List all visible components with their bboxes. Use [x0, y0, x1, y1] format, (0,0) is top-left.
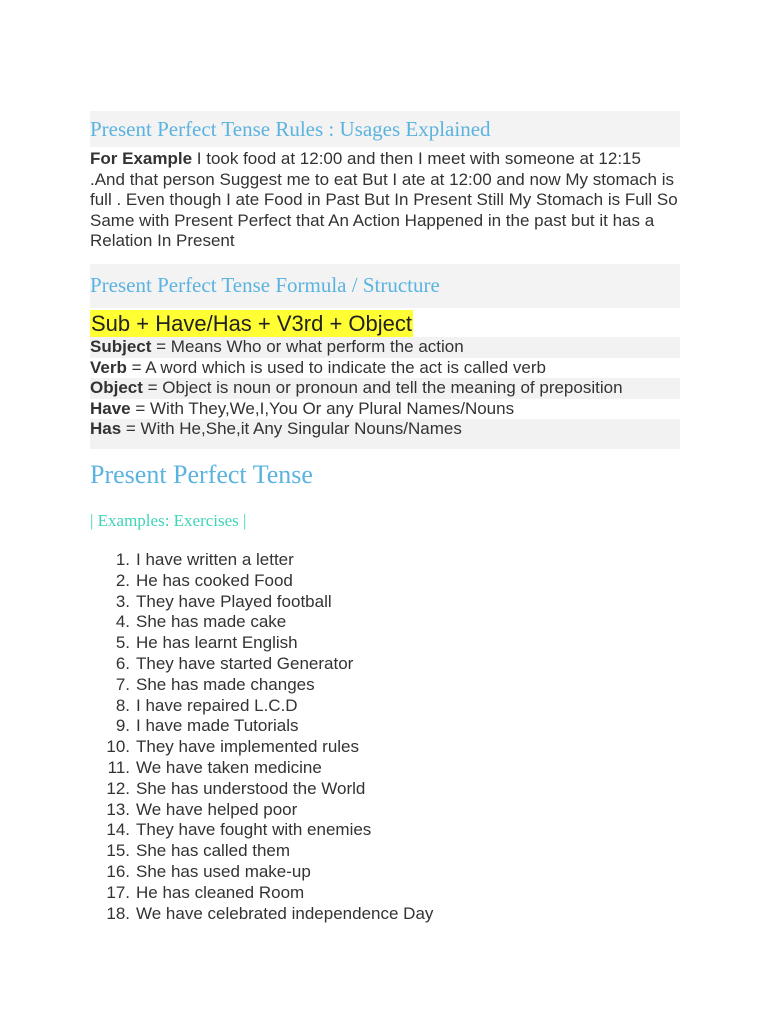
- list-item-text: He has cooked Food: [136, 570, 293, 590]
- list-item: [104, 716, 433, 737]
- list-item: [104, 820, 433, 841]
- list-item-text: They have Played football: [136, 591, 332, 611]
- list-item-text: We have celebrated independence Day: [136, 903, 434, 923]
- list-item-text: She has made cake: [136, 612, 287, 632]
- definition-term: Has: [90, 419, 122, 439]
- list-item-text: I have made Tutorials: [136, 716, 299, 736]
- list-item: [104, 841, 433, 862]
- list-item-text: They have fought with enemies: [136, 820, 372, 840]
- list-item: [104, 737, 433, 758]
- list-item-text: They have implemented rules: [136, 737, 360, 757]
- examples-subhead: | Examples: Exercises |: [90, 511, 247, 530]
- list-item: [104, 550, 433, 571]
- definition-text: = With They,We,I,You Or any Plural Names/Nouns: [130, 398, 515, 418]
- list-item-text: We have helped poor: [136, 799, 298, 819]
- list-item: [104, 779, 433, 800]
- section-title: Present Perfect Tense: [90, 460, 313, 489]
- list-item-number: 12.: [106, 778, 130, 798]
- list-item-number: 3.: [115, 591, 130, 611]
- definition-row: [90, 358, 680, 379]
- list-item-number: 8.: [115, 695, 130, 715]
- list-item-text: He has cleaned Room: [136, 882, 305, 902]
- example-text: I took food at 12:00 and then I meet with someone at 12:15 .And that person Suggest me to eat But I ate at 12:00 and now My stomach is full . Even though I ate Food in Past But In Present Still My Stomach is Full So Same with Present Perfect that An Action Happened in the past but it has a Relation In Present: [90, 149, 678, 251]
- list-item-number: 1.: [115, 550, 130, 569]
- list-item-number: 4.: [115, 612, 130, 632]
- list-item-text: She has made changes: [136, 674, 315, 694]
- definition-term: Verb: [90, 357, 127, 377]
- definition-term: Have: [90, 398, 131, 418]
- list-item-number: 14.: [106, 820, 130, 840]
- list-item-number: 5.: [115, 633, 130, 653]
- list-item-text: I have written a letter: [136, 550, 294, 569]
- definition-row: [90, 337, 680, 358]
- definition-text: = Object is noun or pronoun and tell the meaning of preposition: [142, 378, 623, 398]
- list-item: [104, 696, 433, 717]
- list-item: [104, 654, 433, 675]
- list-item-text: He has learnt English: [136, 633, 298, 653]
- list-item-number: 18.: [106, 903, 130, 923]
- list-item: [104, 758, 433, 779]
- list-item-text: She has called them: [136, 841, 291, 861]
- list-item-number: 7.: [115, 674, 130, 694]
- definition-term: Subject: [90, 337, 152, 356]
- list-item-text: We have taken medicine: [136, 757, 322, 777]
- list-item-number: 17.: [106, 882, 130, 902]
- list-item: [104, 592, 433, 613]
- list-item-text: She has understood the World: [136, 778, 366, 798]
- definition-text: = With He,She,it Any Singular Nouns/Names: [121, 419, 462, 439]
- list-item: [104, 571, 433, 592]
- list-item-number: 11.: [107, 757, 130, 777]
- definition-row: [90, 378, 680, 399]
- definition-text: = A word which is used to indicate the act is called verb: [126, 357, 546, 377]
- list-item: [104, 612, 433, 633]
- list-item-text: She has used make-up: [136, 861, 311, 881]
- rules-heading: Present Perfect Tense Rules : Usages Explained: [90, 111, 680, 147]
- list-item: [104, 800, 433, 821]
- definition-text: = Means Who or what perform the action: [151, 337, 464, 356]
- formula-highlight: Sub + Have/Has + V3rd + Object: [91, 311, 413, 336]
- list-item: [104, 883, 433, 904]
- example-paragraph: [90, 149, 680, 252]
- list-item: [104, 633, 433, 654]
- list-item-number: 6.: [115, 653, 130, 673]
- list-item-number: 13.: [106, 799, 130, 819]
- list-item-number: 2.: [115, 570, 130, 590]
- list-item-text: I have repaired L.C.D: [136, 695, 298, 715]
- definition-row: [90, 399, 680, 420]
- list-item: [104, 675, 433, 696]
- list-item: [104, 904, 433, 925]
- list-item-number: 15.: [106, 841, 130, 861]
- definition-row: [90, 419, 680, 449]
- formula-heading: Present Perfect Tense Formula / Structure: [90, 264, 680, 308]
- list-item-number: 16.: [106, 861, 130, 881]
- list-item-text: They have started Generator: [136, 653, 354, 673]
- list-item-number: 9.: [115, 716, 130, 736]
- list-item: [104, 862, 433, 883]
- definition-term: Object: [90, 378, 143, 398]
- example-label: For Example: [90, 149, 193, 168]
- list-item-number: 10.: [106, 737, 130, 757]
- examples-list: [104, 550, 433, 924]
